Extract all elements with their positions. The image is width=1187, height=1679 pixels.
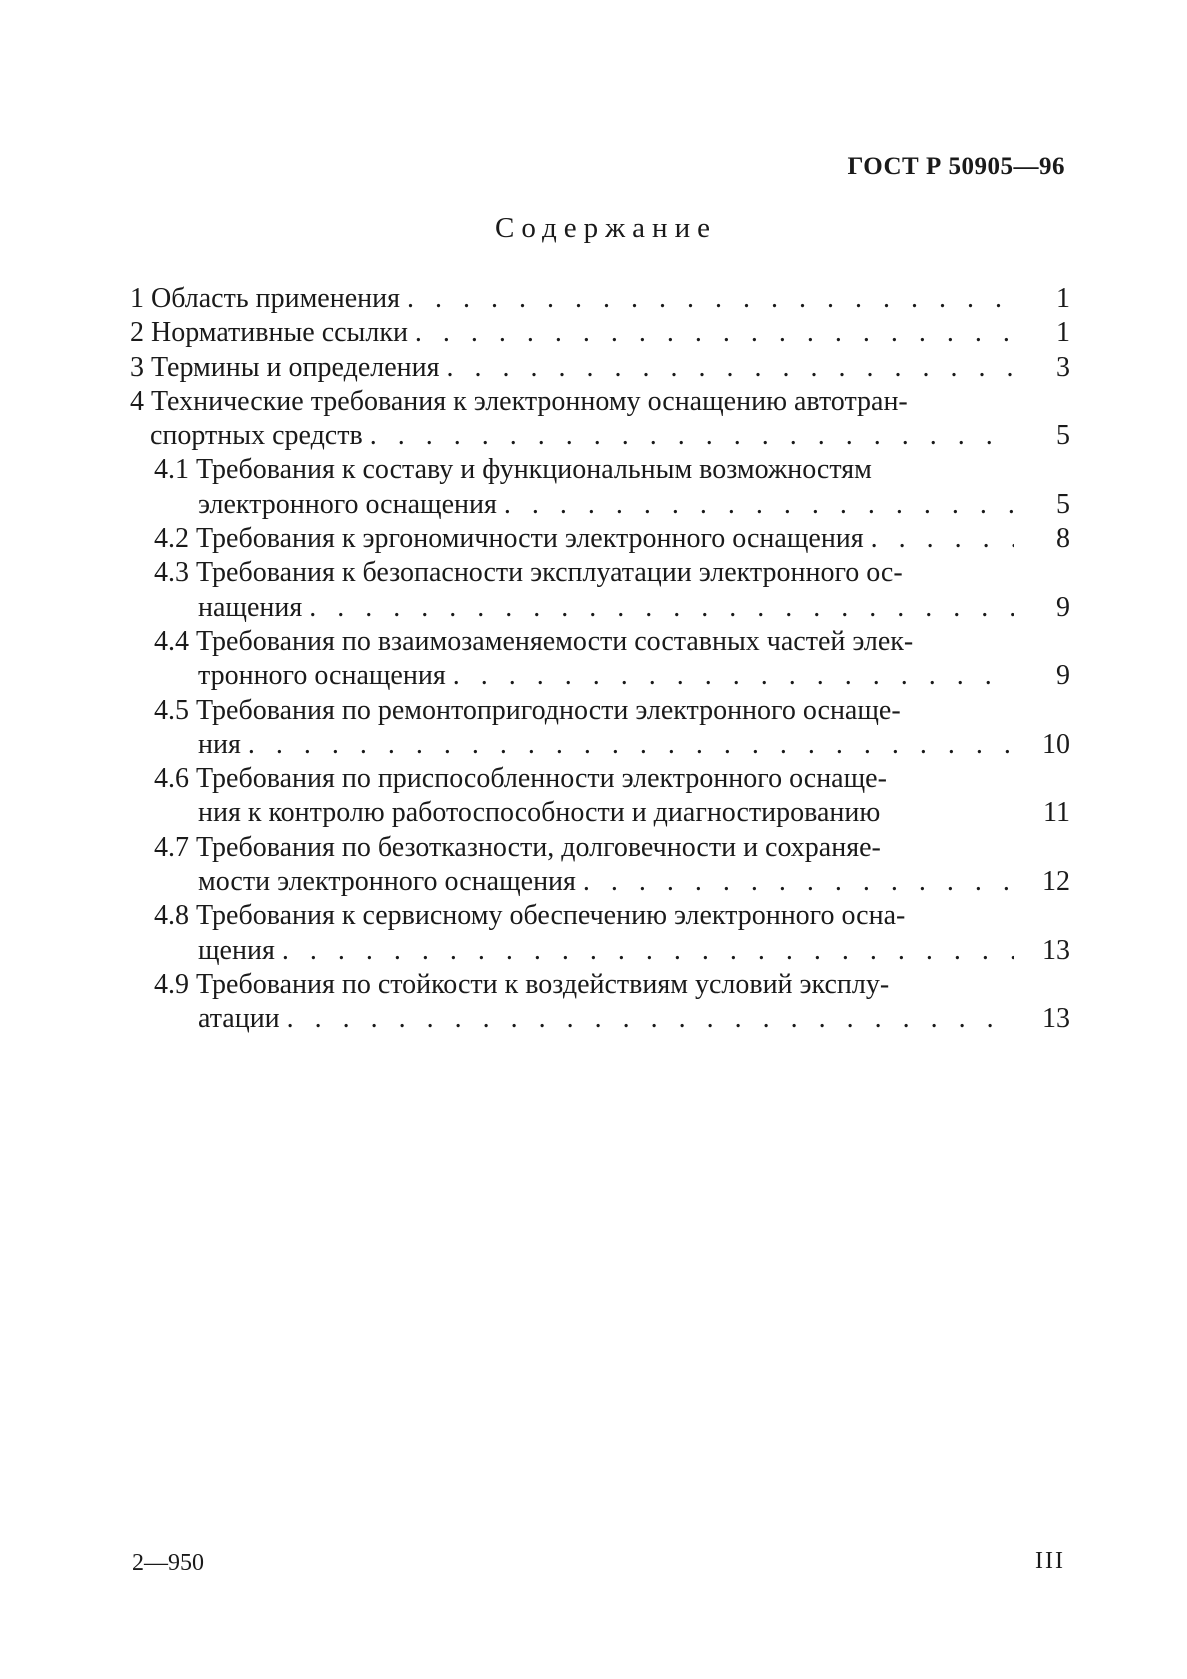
toc-entry-text: 4.3 Требования к безопасности эксплуатации электронного ос- [154,557,903,589]
toc-line [130,899,1070,933]
toc-entry-4-7[interactable] [130,831,1070,900]
toc-entry-text: 3 Термины и определения . . [130,351,1014,385]
toc-line [130,1002,1070,1036]
footer-page-number: III [1035,1548,1065,1574]
table-of-contents [130,282,1070,1037]
toc-line [130,968,1070,1002]
toc-entry-text: нащения . . [198,591,1014,625]
toc-line [130,865,1070,899]
toc-page-number: 12 [1042,866,1070,898]
toc-page-number: 9 [1056,591,1070,623]
document-code: ГОСТ Р 50905—96 [847,153,1065,180]
toc-entry-text: ния к контролю работоспособности и диагностированию [198,797,881,829]
toc-line [130,316,1070,350]
toc-page-number: 9 [1056,660,1070,692]
toc-entry-4-6[interactable] [130,762,1070,831]
toc-line [130,556,1070,590]
toc-entry-4-5[interactable] [130,694,1070,763]
toc-entry-text: атации . . [198,1002,1014,1036]
toc-page-number: 13 [1042,934,1070,966]
toc-entry-text: тронного оснащения . . [198,659,1014,693]
toc-page-number: 10 [1042,728,1070,760]
toc-title: Содержание [495,212,717,244]
toc-entry-text: ния . . [198,728,1014,762]
toc-entry-text: спортных средств . . [150,419,1014,453]
toc-line [130,728,1070,762]
toc-line [130,625,1070,659]
toc-line [130,282,1070,316]
toc-entry-4-2[interactable] [130,522,1070,556]
toc-entry-text: 4.4 Требования по взаимозаменяемости составных частей элек- [154,625,914,657]
toc-page-number: 11 [1043,797,1070,829]
toc-entry-text: 4.8 Требования к сервисному обеспечению электронного осна- [154,900,906,932]
toc-entry-4-4[interactable] [130,625,1070,694]
toc-line [130,385,1070,419]
toc-entry-4-8[interactable] [130,899,1070,968]
toc-entry-text: 4.7 Требования по безотказности, долговечности и сохраняе- [154,831,881,863]
toc-line [130,488,1070,522]
toc-entry-2[interactable] [130,316,1070,350]
toc-entry-text: электронного оснащения . . [198,488,1014,522]
toc-line [130,762,1070,796]
toc-line [130,796,1070,830]
toc-line [130,831,1070,865]
toc-page-number: 3 [1056,351,1070,383]
toc-entry-text: 4.2 Требования к эргономичности электронного оснащения . . [154,522,1014,556]
toc-line [130,351,1070,385]
toc-line [130,453,1070,487]
toc-entry-text: 2 Нормативные ссылки . . [130,316,1014,350]
toc-entry-4-9[interactable] [130,968,1070,1037]
toc-line [130,591,1070,625]
toc-entry-text: 4.9 Требования по стойкости к воздействиям условий эксплу- [154,968,890,1000]
footer-signature: 2—950 [132,1550,204,1576]
toc-entry-4-1[interactable] [130,453,1070,522]
toc-page-number: 5 [1056,420,1070,452]
toc-page-number: 5 [1056,488,1070,520]
toc-line [130,522,1070,556]
toc-entry-1[interactable] [130,282,1070,316]
toc-page-number: 1 [1056,317,1070,349]
toc-page-number: 13 [1042,1003,1070,1035]
toc-entry-text: щения . . [198,934,1014,968]
toc-entry-text: 4.1 Требования к составу и функциональным возможностям [154,454,872,486]
toc-page-number: 1 [1056,283,1070,314]
toc-line [130,659,1070,693]
toc-line [130,694,1070,728]
toc-line [130,934,1070,968]
toc-line [130,419,1070,453]
toc-page-number: 8 [1056,523,1070,555]
toc-entry-text: 4.6 Требования по приспособленности электронного оснаще- [154,763,887,795]
toc-entry-text: 4.5 Требования по ремонтопригодности электронного оснаще- [154,694,901,726]
toc-entry-4[interactable] [130,385,1070,454]
toc-entry-4-3[interactable] [130,556,1070,625]
toc-entry-text: 4 Технические требования к электронному оснащению автотран- [130,385,908,417]
toc-entry-text: мости электронного оснащения . . [198,865,1014,899]
toc-entry-text: 1 Область применения . . [130,282,1014,316]
toc-entry-3[interactable] [130,351,1070,385]
